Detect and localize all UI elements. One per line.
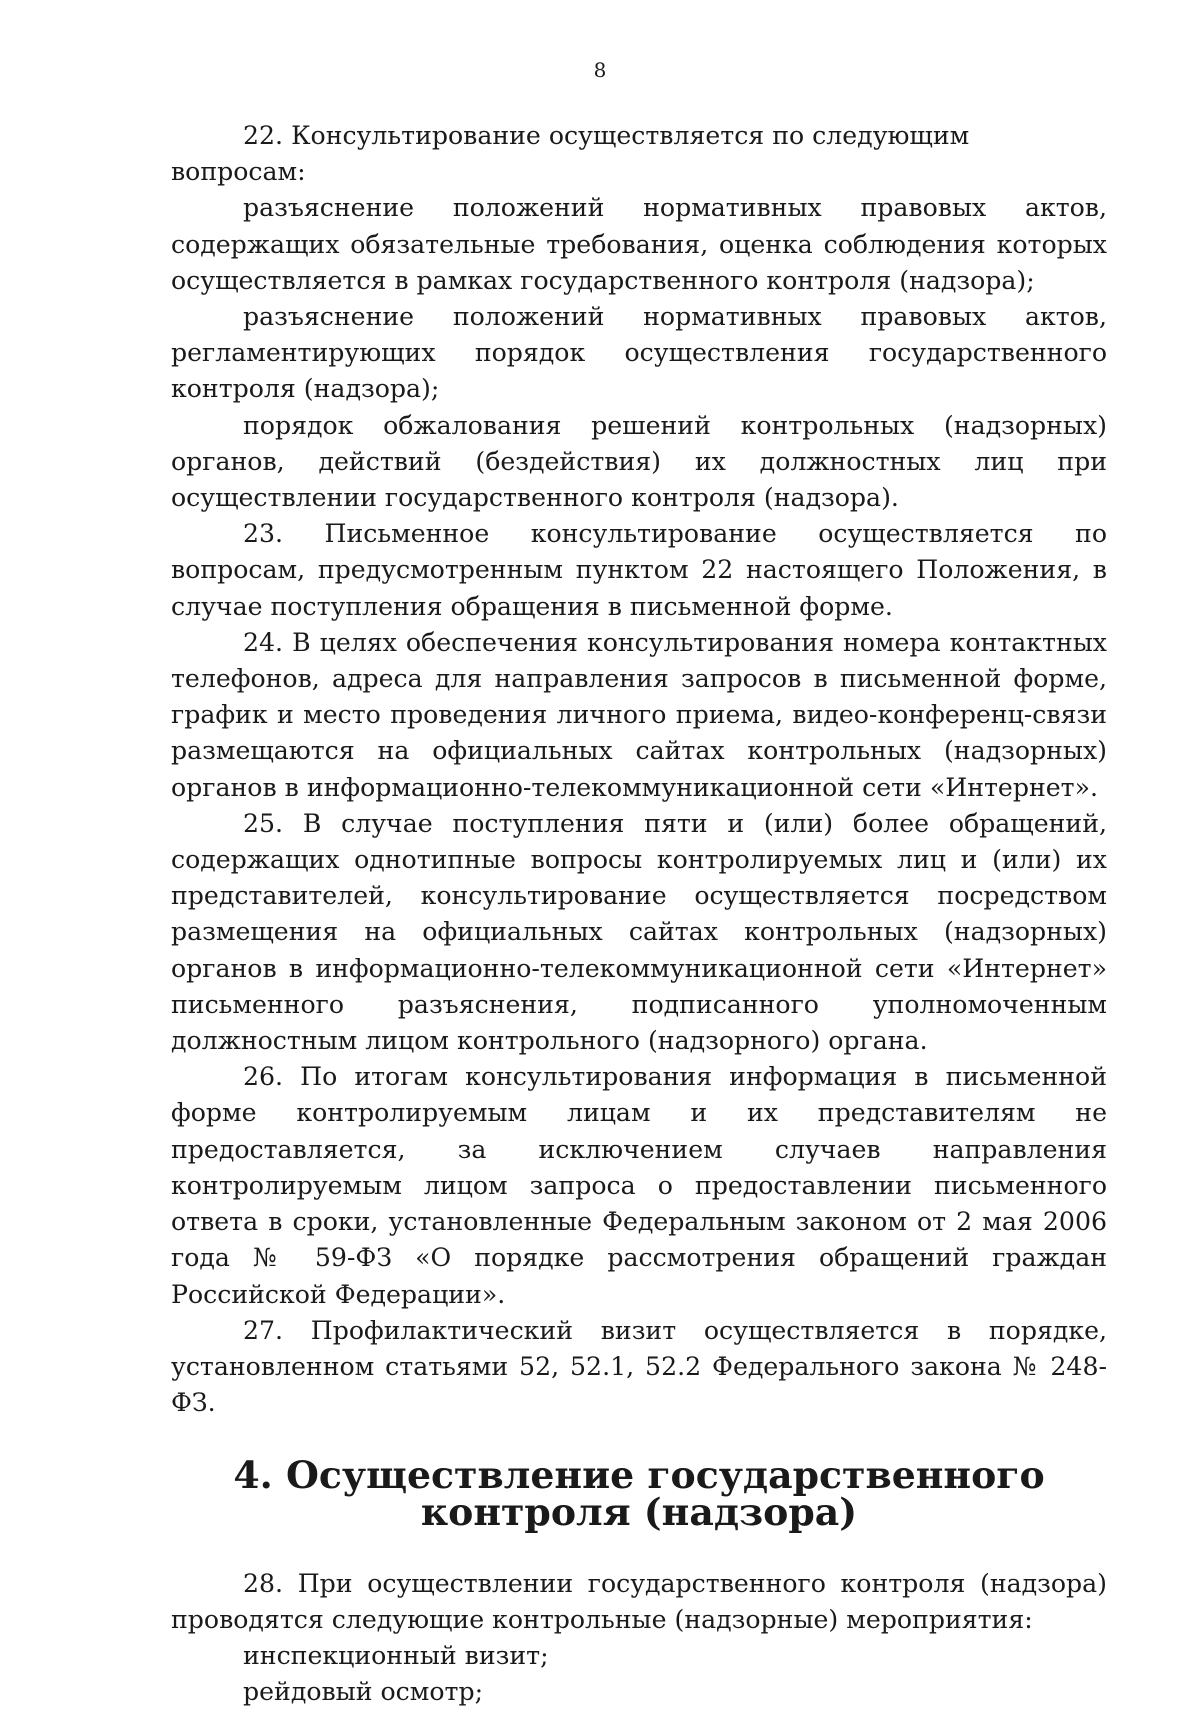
paragraph-27: 27. Профилактический визит осуществляется в порядке, установленном статьями 52, 52.1, 52.2 Федерального закона № 248-ФЗ.: [171, 1315, 1107, 1418]
paragraph-26: 26. По итогам консультирования информация в письменной форме контролируемым лицам и их представителям не предоставляется, за исключением случаев направления контролируемым лицом запроса о предоставлении письменного ответа в сроки, установленные Федеральным законом от 2 мая 2006 года № 59-ФЗ «О порядке рассмотрения обращений граждан Российской Федерации».: [171, 1062, 1107, 1309]
paragraph-22-item-2: разъяснение положений нормативных правовых актов, регламентирующих порядок осуществления государственного контроля (надзора);: [171, 302, 1107, 404]
paragraph-22-item-3: порядок обжалования решений контрольных (надзорных) органов, действий (бездействия) их должностных лиц при осуществлении государственного контроля (надзора).: [171, 410, 1107, 513]
paragraph-25: 25. В случае поступления пяти и (или) более обращений, содержащих однотипные вопросы контролируемых лиц и (или) их представителей, консультирование осуществляется посредством размещения на официальных сайтах контрольных (надзорных) органов в информационно-телекоммуникационной сети «Интернет» письменного разъяснения, подписанного уполномоченным должностным лицом контрольного (надзорного) органа.: [171, 808, 1107, 1056]
document-body: [171, 118, 1107, 1711]
paragraph-23: 23. Письменное консультирование осуществляется по вопросам, предусмотренным пунктом 22 настоящего Положения, в случае поступления обращения в письменной форме.: [171, 519, 1107, 621]
paragraph-22-item-1: разъяснение положений нормативных правовых актов, содержащих обязательные требования, оценка соблюдения которых осуществляется в рамках государственного контроля (надзора);: [171, 193, 1107, 295]
paragraph-22: 22. Консультирование осуществляется по следующим вопросам:: [171, 121, 970, 187]
paragraph-28-item-1: инспекционный визит;: [243, 1641, 549, 1671]
paragraph-28-item-2: рейдовый осмотр;: [243, 1677, 484, 1707]
page-number: 8: [593, 58, 607, 82]
section-heading: 4. Осуществление государственного контроля (надзора): [233, 1453, 1045, 1534]
paragraph-28: 28. При осуществлении государственного контроля (надзора) проводятся следующие контрольные (надзорные) мероприятия:: [171, 1568, 1107, 1634]
paragraph-24: 24. В целях обеспечения консультирования номера контактных телефонов, адреса для направления запросов в письменной форме, график и место проведения личного приема, видео-конференц-связи размещаются на официальных сайтах контрольных (надзорных) органов в информационно-телекоммуникационной сети «Интернет».: [171, 627, 1107, 802]
